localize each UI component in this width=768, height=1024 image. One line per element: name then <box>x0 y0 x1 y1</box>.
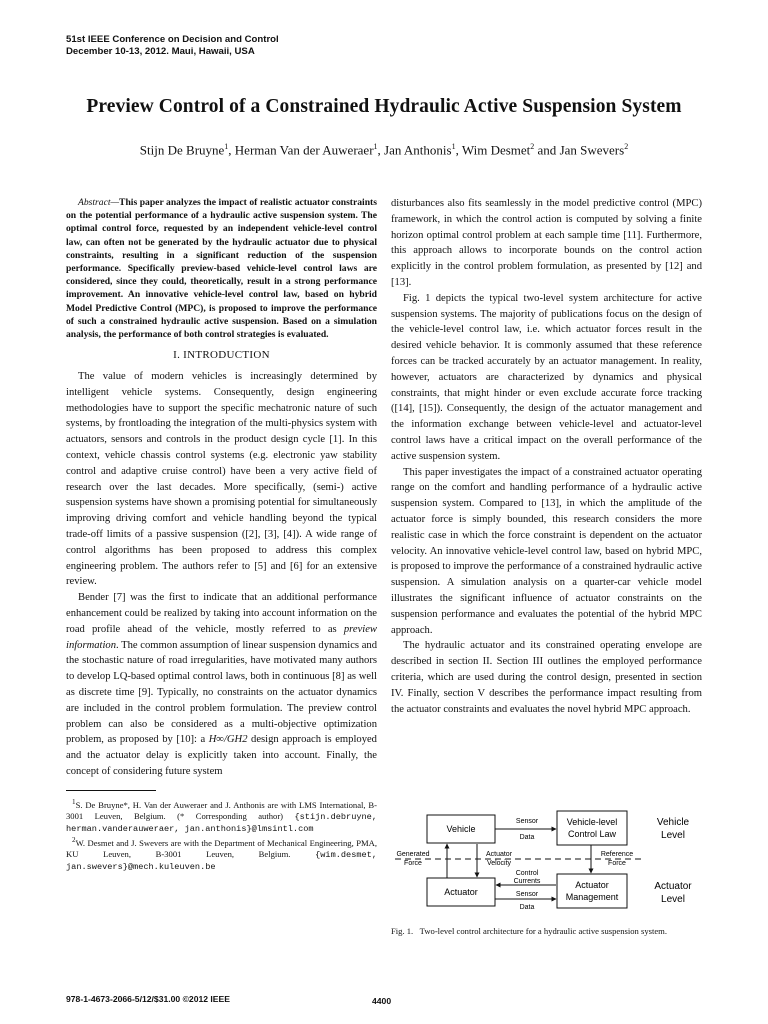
author-separator: and <box>534 142 560 158</box>
conference-name: 51st IEEE Conference on Decision and Control <box>66 34 279 45</box>
intro-paragraph: The value of modern vehicles is increasingly determined by intelligent vehicle systems. Consequently, design engineering methodologies have to support the specific mechatronic nature of such systems, by frontloading the integration of the multi-physics system with actuators, sensors and controls in the product design cycle [1]. In this context, vehicle chassis control systems (e.g. electronic yaw stability control and adaptive cruise control) have been a very active field of research over the last decades. More specifically, (semi-) active suspension systems have shown a promising potential for simultaneously improving driving comfort and vehicle handling beyond the typical trade-off limits of a passive suspension ([2], [3], [4]). A wide range of control algorithms has been proposed to address this complex engineering problem. The authors refer to [5] and [6] for an extensive review. <box>66 371 377 588</box>
actuator-velocity-label-2: Velocity <box>486 860 512 867</box>
investigation-paragraph: This paper investigates the impact of a constrained actuator operating range on the comfort and handling performance of a hydraulic active suspension system. Compared to [13], in which the amplitude of the actuator force is simply bounded, this research considers the more realistic case in which the force constraint is dependent on the actuator velocity. An innovative vehicle-level control law, based on hybrid MPC, is proposed to improve the performance of a constrained hydraulic active suspension. A simulation analysis on a quarter-car vehicle model illustrates the significant influence of actuator constraints on the suspension performance and evaluates the potential of the hybrid MPC approach. <box>391 466 702 636</box>
actuator-velocity-label-1: Actuator <box>485 851 513 858</box>
sensor-data-lower-label-1: Sensor <box>515 891 539 898</box>
conference-date: December 10-13, 2012. Maui, Hawaii, USA <box>66 46 255 57</box>
text-run: Bender [7] was the first to indicate that an additional performance enhancement could be realized by taking into account information on the road profile ahead of the vehicle, mostly referred to as <box>66 592 377 635</box>
left-column <box>66 196 377 874</box>
figure-1-diagram <box>391 805 702 925</box>
generated-force-label-2: Force <box>404 860 422 867</box>
sensor-data-lower-label-2: Data <box>519 904 535 911</box>
author-affiliation: 2 <box>624 142 629 151</box>
sensor-data-label-1: Sensor <box>515 818 539 825</box>
author-affiliation: 1 <box>224 142 229 151</box>
author-list <box>0 142 768 158</box>
author-name: Jan Swevers <box>559 142 625 158</box>
reference-force-label-1: Reference <box>600 851 634 858</box>
caption-text: Two-level control architecture for a hydraulic active suspension system. <box>419 926 668 936</box>
footnote-2-text: W. Desmet and J. Swevers are with the Department of Mechanical Engineering, PMA, KU Leuven, B-3001 Leuven, Belgium. <box>66 838 377 860</box>
author-name: Stijn De Bruyne <box>139 142 225 158</box>
generated-force-label-1: Generated <box>396 851 430 858</box>
outline-paragraph: The hydraulic actuator and its constrained operating envelope are described in section II. Section III outlines the employed performance criteria, which are used during the control design, presented in section IV. Finally, section V describes the performance impact resulting from the actuator constraints and evaluates the novel hybrid MPC approach. <box>391 640 702 715</box>
author-affiliation: 1 <box>451 142 456 151</box>
footnote-1: $^1$S. De Bruyne*, H. Van der Auweraer and J. Anthonis are with LMS International, B-3001 Leuven, Belgium. (* Corresponding author) {stijn.debruyne, herman.vanderauweraer, jan.anthonis}@lmsintl.com <box>66 797 377 835</box>
footnote-rule <box>66 790 156 791</box>
footnote-1-text: S. De Bruyne*, H. Van der Auweraer and J. Anthonis are with LMS International, B-3001 Leuven, Belgium. (* Corresponding author) <box>66 799 377 821</box>
abstract <box>66 196 377 341</box>
footnote-2-email[interactable]: {wim.desmet, jan.swevers}@mech.kuleuven.be <box>66 850 377 873</box>
control-currents-label-1: Control <box>515 870 539 877</box>
conference-header <box>66 34 279 58</box>
page-number: 4400 <box>372 996 392 1006</box>
paper-title: Preview Control of a Constrained Hydraulic Active Suspension System <box>86 96 682 117</box>
sensor-data-label-2: Data <box>519 834 535 841</box>
architecture-paragraph: Fig. 1 depicts the typical two-level system architecture for active suspension systems. The majority of publications focus on the design of the vehicle-level control law, i.e. which actuator forces result in the desired vehicle behavior. It is commonly assumed that these reference forces can be tracked accurately by an actuator management. In reality, however, actuators are characterized by dynamics and physical constraints, that might hinder or even exclude accurate force tracking ([14], [15]). Consequently, the design of the actuator management and the information exchange between vehicle-level and actuator-level control laws have a critical impact on the overall performance of the active suspension system. <box>391 292 702 462</box>
section-heading-introduction: I. INTRODUCTION <box>173 349 270 362</box>
author-separator: , <box>228 142 235 158</box>
actuator-label: Actuator <box>444 887 478 897</box>
vlc-label-2: Control Law <box>567 829 617 839</box>
author-separator: , <box>377 142 385 158</box>
author-name: Jan Anthonis <box>384 142 452 158</box>
math-hinf-gh2: H∞/GH2 <box>208 734 248 746</box>
author-separator: , <box>455 142 462 158</box>
footnote-1-email[interactable]: {stijn.debruyne, herman.vanderauweraer, jan.anthonis}@lmsintl.com <box>66 811 377 835</box>
actuator-management-label-1: Actuator <box>575 880 609 890</box>
footnotes <box>66 797 377 874</box>
right-column <box>391 196 702 717</box>
isbn-copyright: 978-1-4673-2066-5/12/$31.00 ©2012 IEEE <box>66 994 231 1004</box>
abstract-text: This paper analyzes the impact of realistic actuator constraints on the potential performance of a hydraulic active suspension system. The optimal control force, requested by an independent vehicle-level control law, can often not be generated by the hydraulic actuator due to physical constraints, resulting in a significant reduction of the suspension performance. Specifically preview-based vehicle-level control laws are considered, since they could, theoretically, result in a strong performance improvement. An innovative vehicle-level control law, based on hybrid Model Predictive Control (MPC), is proposed to improve the performance of such a constrained hydraulic active suspension. Based on a simulation analysis, the performance of both control strategies is evaluated. <box>66 197 377 341</box>
reference-force-label-2: Force <box>608 860 626 867</box>
bender-paragraph <box>66 590 377 780</box>
author-affiliation: 1 <box>373 142 378 151</box>
control-currents-label-2: Currents <box>513 878 541 885</box>
emphasis-preview-information: preview information <box>66 623 377 651</box>
vlc-label-1: Vehicle-level <box>566 817 618 827</box>
vehicle-level-label-2: Level <box>661 830 685 841</box>
text-run: . The common assumption of linear suspension dynamics and the stochastic nature of road irregularities, have motivated many authors to develop LQ-based optimal control laws, both in continuous [8] as well as discrete time [9]. Typically, no constraints on the actuator dynamics are included in the control problem formulation. The preview control problem can also be considered as a multi-objective optimization problem, as proposed by [10]: a <box>66 639 377 746</box>
vehicle-level-label-1: Vehicle <box>656 817 690 828</box>
caption-label: Fig. 1. <box>391 926 414 936</box>
footnote-2: $^2$W. Desmet and J. Swevers are with the Department of Mechanical Engineering, PMA, KU Leuven, B-3001 Leuven, Belgium. {wim.desmet, jan.swevers}@mech.kuleuven.be <box>66 836 377 873</box>
actuator-level-label-1: Actuator <box>654 881 692 892</box>
vehicle-label: Vehicle <box>446 824 476 834</box>
author-name: Wim Desmet <box>461 142 531 158</box>
actuator-management-label-2: Management <box>565 892 619 902</box>
actuator-level-label-2: Level <box>661 894 685 905</box>
abstract-label: Abstract— <box>78 197 120 208</box>
author-affiliation: 2 <box>530 142 535 151</box>
figure-1-caption <box>391 926 702 938</box>
continuation-paragraph: disturbances also fits seamlessly in the model predictive control (MPC) framework, in which the control action is computed by solving a finite horizon optimal control problem at each sample time [11]. Furthermore, this approach allows to incorporate bounds on the control action explicitly in the control problem formulation, as presented by [12] and [13]. <box>391 198 702 288</box>
text-run: design approach is employed and the actuator delay is explicitly taken into account. Finally, the concept of considering future system <box>66 734 377 777</box>
author-name: Herman Van der Auweraer <box>234 142 374 158</box>
